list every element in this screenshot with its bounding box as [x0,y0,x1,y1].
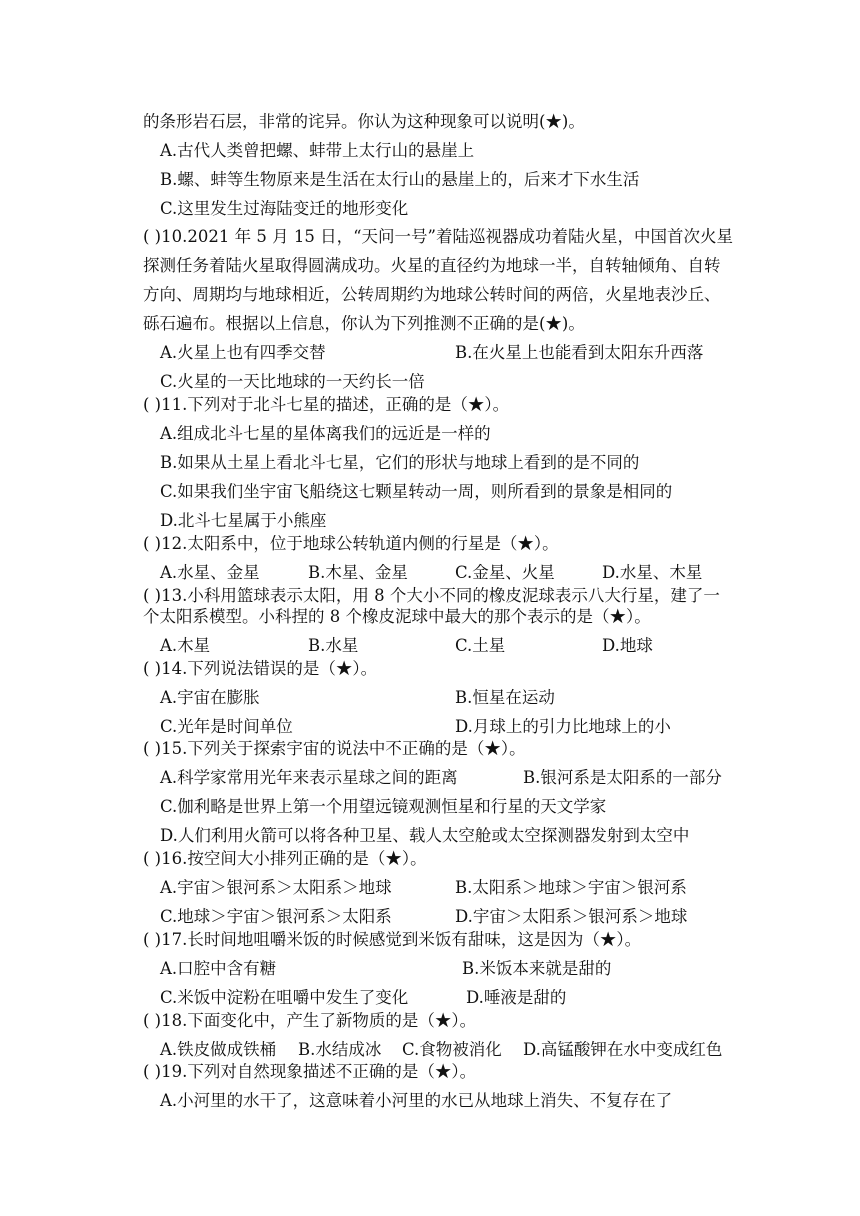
q18-stem-line [0,1010,860,1032]
q19-stem-line [0,1061,860,1083]
q17-stem-line [0,929,860,951]
q12-option-b: B.木星、金星 [308,563,408,582]
q10-stem-cont: 方向、周期均与地球相近，公转周期约为地球公转时间的两倍，火星地表沙丘、 [143,285,721,304]
q18-option-d: D.高锰酸钾在水中变成红色 [523,1040,723,1059]
q13-stem-line [0,606,860,628]
q15-option-d: D.人们利用火箭可以将各种卫星、载人太空舱或太空探测器发射到太空中 [160,826,690,845]
q17-option-a: A.口腔中含有糖 [160,959,277,978]
q17-option-b: B.米饭本来就是甜的 [462,959,612,978]
q14-option-a: A.宇宙在膨胀 [160,688,260,707]
q11-option-b: B.如果从土星上看北斗七星，它们的形状与地球上看到的是不同的 [160,453,640,472]
q15-stem: ( )15.下列关于探索宇宙的说法中不正确的是（★）。 [143,739,526,758]
q12-option-d: D.水星、木星 [602,563,703,582]
q10-option-a: A.火星上也有四季交替 [160,343,326,362]
q13-stem-line [0,585,860,607]
q9-option-c: C.这里发生过海陆变迁的地形变化 [160,199,409,218]
q10-option-c: C.火星的一天比地球的一天约长一倍 [160,372,425,391]
q10-stem-cont: 砾石遍布。根据以上信息，你认为下列推测不正确的是(★)。 [143,314,585,333]
q15-option-a: A.科学家常用光年来表示星球之间的距离 [160,768,458,787]
q14-option-b: B.恒星在运动 [455,688,555,707]
q11-option-c: C.如果我们坐宇宙飞船绕这七颗星转动一周，则所看到的景象是相同的 [160,482,673,501]
q11-option-line [0,510,860,532]
q10-option-line [0,371,860,393]
q11-option-line [0,452,860,474]
q16-option-a: A.宇宙＞银河系＞太阳系＞地球 [160,878,392,897]
q15-option-c: C.伽利略是世界上第一个用望远镜观测恒星和行星的天文学家 [160,797,607,816]
q10-option-b: B.在火星上也能看到太阳东升西落 [455,343,704,362]
q13-option-c: C.土星 [455,636,506,655]
q9-option-b: B.螺、蚌等生物原来是生活在太行山的悬崖上的，后来才下水生活 [160,170,640,189]
q12-option-c: C.金星、火星 [455,563,555,582]
q13-option-b: B.水星 [308,636,359,655]
q18-option-c: C.食物被消化 [402,1040,502,1059]
q19-stem: ( )19.下列对自然现象描述不正确的是（★）。 [143,1062,477,1081]
q17-option-c: C.米饭中淀粉在咀嚼中发生了变化 [160,988,409,1007]
q14-option-line [0,716,860,738]
q11-option-a: A.组成北斗七星的星体离我们的远近是一样的 [160,424,491,443]
q15-stem-line [0,738,860,760]
q16-stem: ( )16.按空间大小排列正确的是（★）。 [143,849,427,868]
q10-stem-line [0,226,860,248]
q13-option-a: A.木星 [160,636,211,655]
q11-stem: ( )11.下列对于北斗七星的描述，正确的是（★）。 [143,395,510,414]
q17-option-line [0,958,860,980]
q11-option-line [0,481,860,503]
q15-option-line [0,825,860,847]
q16-option-line [0,877,860,899]
q12-option-line [0,562,860,584]
q12-option-a: A.水星、金星 [160,563,260,582]
q10-stem-line [0,255,860,277]
q14-stem-line [0,658,860,680]
q10-option-line [0,342,860,364]
q9-stem-tail-line [0,111,860,133]
q15-option-line [0,796,860,818]
q9-stem-tail: 的条形岩石层，非常的诧异。你认为这种现象可以说明(★)。 [143,112,585,131]
q16-option-c: C.地球＞宇宙＞银河系＞太阳系 [160,907,392,926]
q16-option-b: B.太阳系＞地球＞宇宙＞银河系 [455,878,687,897]
q9-option-line [0,169,860,191]
q18-option-a: A.铁皮做成铁桶 [160,1040,277,1059]
q19-option-a: A.小河里的水干了，这意味着小河里的水已从地球上消失、不复存在了 [160,1091,673,1110]
q13-stem: ( )13.小科用篮球表示太阳，用 8 个大小不同的橡皮泥球表示八大行星，建了一 [143,586,720,605]
q14-option-d: D.月球上的引力比地球上的小 [455,717,671,736]
q16-option-d: D.宇宙＞太阳系＞银河系＞地球 [455,907,688,926]
q11-option-line [0,423,860,445]
q11-stem-line [0,394,860,416]
q17-option-d: D.唾液是甜的 [466,988,567,1007]
q17-option-line [0,987,860,1009]
q18-stem: ( )18.下面变化中，产生了新物质的是（★）。 [143,1011,477,1030]
q9-option-a: A.古代人类曾把螺、蚌带上太行山的悬崖上 [160,141,475,160]
q10-stem-cont: 探测任务着陆火星取得圆满成功。火星的直径约为地球一半，自转轴倾角、自转 [143,256,721,275]
q13-option-d: D.地球 [602,636,653,655]
q12-stem: ( )12.太阳系中，位于地球公转轨道内侧的行星是（★）。 [143,534,559,553]
q10-stem-line [0,284,860,306]
q13-option-line [0,635,860,657]
q19-option-line [0,1090,860,1112]
q10-stem: ( )10.2021 年 5 月 15 日，“天问一号”着陆巡视器成功着陆火星，中国首次火星 [143,227,733,246]
q14-option-c: C.光年是时间单位 [160,717,293,736]
q9-option-line [0,198,860,220]
q10-stem-line [0,313,860,335]
q17-stem: ( )17.长时间地咀嚼米饭的时候感觉到米饭有甜味，这是因为（★）。 [143,930,642,949]
q18-option-b: B.水结成冰 [298,1040,382,1059]
q11-option-d: D.北斗七星属于小熊座 [160,511,327,530]
q18-option-line [0,1039,860,1061]
q16-option-line [0,906,860,928]
q9-option-line [0,140,860,162]
q15-option-line [0,767,860,789]
q16-stem-line [0,848,860,870]
q13-stem-cont: 个太阳系模型。小科捏的 8 个橡皮泥球中最大的那个表示的是（★）。 [143,607,651,626]
q14-option-line [0,687,860,709]
q15-option-b: B.银河系是太阳系的一部分 [523,768,722,787]
q14-stem: ( )14.下列说法错误的是（★）。 [143,659,378,678]
q12-stem-line [0,533,860,555]
